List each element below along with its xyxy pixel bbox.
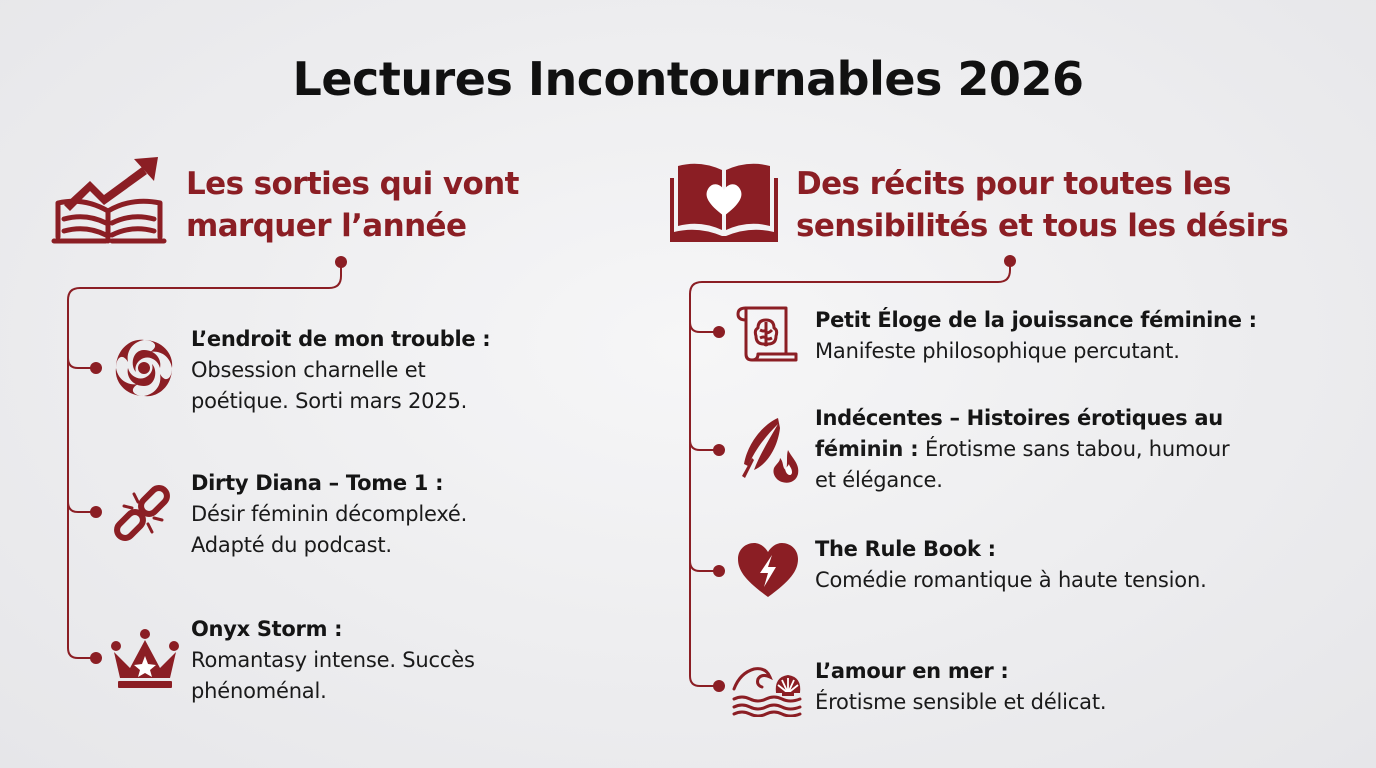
item-desc-line1: Érotisme sensible et délicat.	[815, 690, 1107, 714]
left-heading	[186, 163, 519, 247]
item-title-continued: féminin :	[815, 437, 919, 461]
item-title: L’amour en mer :	[815, 659, 1009, 683]
scroll-brain-icon	[734, 302, 800, 364]
item-desc-line1	[815, 434, 1229, 465]
tree-node-dot	[90, 652, 102, 664]
heart-lightning-icon	[736, 541, 800, 599]
item-desc-line1: Manifeste philosophique percutant.	[815, 339, 1180, 363]
tree-node-dot	[90, 362, 102, 374]
item-desc-line1: Comédie romantique à haute tension.	[815, 568, 1207, 592]
item-title: L’endroit de mon trouble :	[191, 327, 491, 351]
right-item-1	[815, 305, 1257, 367]
left-heading-line2: marquer l’année	[186, 208, 467, 244]
left-item-2	[191, 468, 467, 561]
tree-node-dot	[90, 506, 102, 518]
tree-node-dot	[713, 326, 725, 338]
left-item-1	[191, 324, 490, 417]
right-item-3	[815, 534, 1207, 596]
right-heading-line2: sensibilités et tous les désirs	[796, 208, 1289, 244]
feather-flame-icon	[734, 414, 802, 484]
item-desc-line2: Adapté du podcast.	[191, 533, 392, 557]
item-desc-line2: phénoménal.	[191, 679, 327, 703]
left-heading-line1: Les sorties qui vont	[186, 166, 519, 202]
item-title: Petit Éloge de la jouissance féminine :	[815, 308, 1257, 332]
tree-node-dot	[713, 680, 725, 692]
page-title: Lectures Incontournables 2026	[292, 52, 1084, 106]
tree-node-dot	[1004, 255, 1016, 267]
item-desc-line1: Obsession charnelle et	[191, 358, 426, 382]
crown-icon	[110, 628, 180, 690]
left-item-3	[191, 614, 475, 707]
item-desc-line1: Romantasy intense. Succès	[191, 648, 475, 672]
book-trend-arrow-icon	[50, 155, 168, 247]
right-item-2	[815, 403, 1229, 496]
item-title: Indécentes – Histoires érotiques au	[815, 406, 1223, 430]
swirl-icon	[112, 336, 176, 400]
item-title: Onyx Storm :	[191, 617, 343, 641]
broken-chain-icon	[110, 480, 176, 546]
item-desc-line2: poétique. Sorti mars 2025.	[191, 389, 468, 413]
item-title: Dirty Diana – Tome 1 :	[191, 471, 444, 495]
right-heading	[796, 163, 1288, 247]
item-desc-inline: Érotisme sans tabou, humour	[918, 437, 1230, 461]
tree-node-dot	[335, 256, 347, 268]
book-heart-icon	[668, 158, 780, 244]
item-title: The Rule Book :	[815, 537, 996, 561]
wave-shell-icon	[730, 655, 806, 717]
right-heading-line1: Des récits pour toutes les	[796, 166, 1231, 202]
tree-node-dot	[713, 444, 725, 456]
right-item-4	[815, 656, 1106, 718]
tree-node-dot	[713, 565, 725, 577]
item-desc-line2: et élégance.	[815, 468, 943, 492]
item-desc-line1: Désir féminin décomplexé.	[191, 502, 468, 526]
